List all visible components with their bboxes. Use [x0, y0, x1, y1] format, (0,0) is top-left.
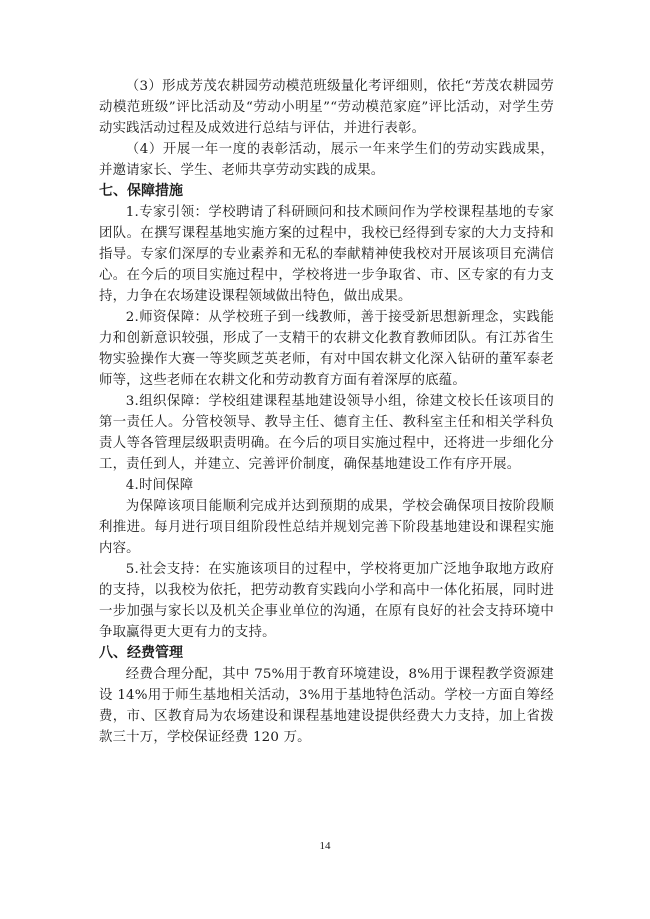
page-number: 14 [319, 840, 331, 852]
paragraph-item-4: （4）开展一年一度的表彰活动，展示一年来学生们的劳动实践成果，并邀请家长、学生、老师共享劳动实践的成果。 [99, 142, 554, 178]
paragraph-teacher-support: 2.师资保障：从学校班子到一线教师，善于接受新思想新理念，实践能力和创新意识较强，形成了一支精干的农耕文化教育教师团队。有江苏省生物实验操作大赛一等奖顾芝英老师，有对中国农耕文化深入钻研的董军泰老师等，这些老师在农耕文化和劳动教育方面有着深厚的底蕴。 [99, 310, 554, 388]
paragraph-item-3: （3）形成芳茂农耕园劳动模范班级量化考评细则，依托“芳茂农耕园劳动模范班级”评比活动及“劳动小明星”“劳动模范家庭”评比活动，对学生劳动实践活动过程及成效进行总结与评估，并进行表彰。 [99, 79, 554, 136]
paragraph-time-guarantee: 为保障该项目能顺利完成并达到预期的成果，学校会确保项目按阶段顺利推进。每月进行项目组阶段性总结并规划完善下阶段基地建设和课程实施内容。 [99, 499, 554, 556]
section-heading-guarantee: 七、保障措施 [99, 183, 183, 199]
paragraph-funding: 经费合理分配，其中 75%用于教育环境建设，8%用于课程教学资源建设 14%用于师生基地相关活动，3%用于基地特色活动。学校一方面自筹经费，市、区教育局为农场建设和课程基地建设提供经费大力支持，加上省拨款三十万，学校保证经费 120 万。 [99, 667, 554, 745]
section-heading-funding: 八、经费管理 [99, 645, 183, 661]
paragraph-time-guarantee-title: 4.时间保障 [125, 478, 194, 493]
paragraph-social-support: 5.社会支持：在实施该项目的过程中，学校将更加广泛地争取地方政府的支持，以我校为依托，把劳动教育实践向小学和高中一体化拓展，同时进一步加强与家长以及机关企事业单位的沟通，在原有良好的社会支持环境中争取赢得更大更有力的支持。 [99, 562, 554, 640]
paragraph-organization-support: 3.组织保障：学校组建课程基地建设领导小组，徐建文校长任该项目的第一责任人。分管校领导、教导主任、德育主任、教科室主任和相关学科负责人等各管理层级职责明确。在今后的项目实施过程中，还将进一步细化分工，责任到人，并建立、完善评价制度，确保基地建设工作有序开展。 [99, 394, 554, 472]
page-content [99, 76, 554, 748]
paragraph-expert-guidance: 1.专家引领：学校聘请了科研顾问和技术顾问作为学校课程基地的专家团队。在撰写课程基地实施方案的过程中，我校已经得到专家的大力支持和指导。专家们深厚的专业素养和无私的奉献精神使我校对开展该项目充满信心。在今后的项目实施过程中，学校将进一步争取省、市、区专家的有力支持，力争在农场建设课程领域做出特色，做出成果。 [99, 205, 554, 304]
